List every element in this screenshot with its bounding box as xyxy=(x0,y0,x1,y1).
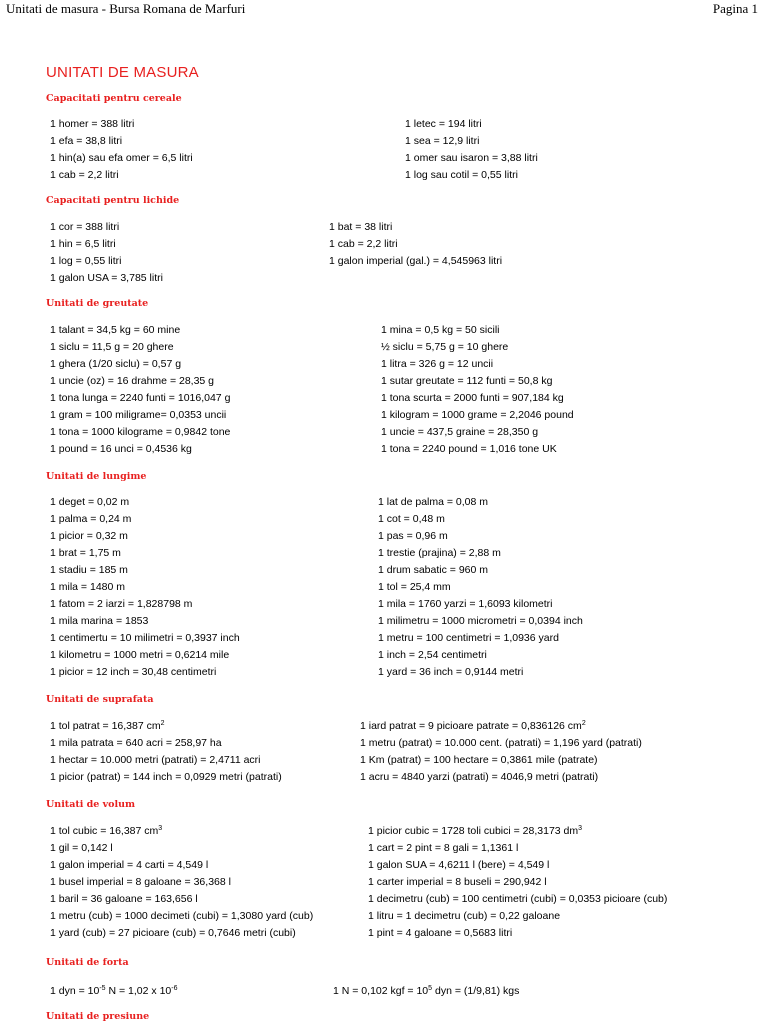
page-title: UNITATI DE MASURA xyxy=(46,64,199,81)
conversion-line: 1 hin = 6,5 litri xyxy=(50,238,116,250)
conversion-line: 1 cab = 2,2 litri xyxy=(329,238,398,250)
conversion-line: 1 mila = 1480 m xyxy=(50,581,125,593)
conversion-line: 1 yard = 36 inch = 0,9144 metri xyxy=(378,666,524,678)
conversion-line: 1 tona scurta = 2000 funti = 907,184 kg xyxy=(381,392,564,404)
conversion-line: 1 mila patrata = 640 acri = 258,97 ha xyxy=(50,737,222,749)
section-title-capacitati-pentru-cereale: Capacitati pentru cereale xyxy=(46,93,182,104)
conversion-line: 1 litru = 1 decimetru (cub) = 0,22 galoane xyxy=(368,910,561,922)
conversion-line: 1 cot = 0,48 m xyxy=(378,513,445,525)
conversion-line: 1 busel imperial = 8 galoane = 36,368 l xyxy=(50,876,231,888)
section-title-unitati-de-greutate: Unitati de greutate xyxy=(46,298,149,309)
capacitati-pentru-cereale-right-column xyxy=(405,116,538,184)
conversion-line xyxy=(360,718,642,735)
conversion-line: 1 letec = 194 litri xyxy=(405,118,482,130)
conversion-line: 1 cart = 2 pint = 8 gali = 1,1361 l xyxy=(368,842,519,854)
conversion-line: 1 inch = 2,54 centimetri xyxy=(378,649,487,661)
conversion-line: 1 ghera (1/20 siclu) = 0,57 g xyxy=(50,358,182,370)
unitati-de-greutate-right-column xyxy=(381,322,574,458)
conversion-line: 1 deget = 0,02 m xyxy=(50,496,130,508)
line-text-part: 1 picior cubic = 1728 toli cubici = 28,3173 dm xyxy=(368,825,579,837)
page-header xyxy=(0,0,768,22)
conversion-line: 1 milimetru = 1000 micrometri = 0,0394 inch xyxy=(378,615,583,627)
conversion-line: 1 mila = 1760 yarzi = 1,6093 kilometri xyxy=(378,598,553,610)
unitati-de-suprafata-right-column xyxy=(360,718,642,786)
conversion-line: 1 sutar greutate = 112 funti = 50,8 kg xyxy=(381,375,553,387)
conversion-line: 1 picior (patrat) = 144 inch = 0,0929 metri (patrati) xyxy=(50,771,282,783)
unitati-de-forta-right-column xyxy=(333,983,519,1000)
conversion-line: 1 trestie (prajina) = 2,88 m xyxy=(378,547,501,559)
capacitati-pentru-lichide-right-column xyxy=(329,219,502,270)
conversion-line xyxy=(50,718,282,735)
superscript: 2 xyxy=(581,720,586,727)
conversion-line xyxy=(368,823,667,840)
unitati-de-suprafata-left-column xyxy=(50,718,282,786)
conversion-line: 1 picior = 0,32 m xyxy=(50,530,128,542)
conversion-line: 1 yard (cub) = 27 picioare (cub) = 0,7646 metri (cubi) xyxy=(50,927,296,939)
conversion-line: 1 hin(a) sau efa omer = 6,5 litri xyxy=(50,152,193,164)
conversion-line: 1 bat = 38 litri xyxy=(329,221,393,233)
conversion-line: 1 pint = 4 galoane = 0,5683 litri xyxy=(368,927,513,939)
conversion-line: 1 tona = 1000 kilograme = 0,9842 tone xyxy=(50,426,231,438)
conversion-line: 1 metru (cub) = 1000 decimeti (cubi) = 1,3080 yard (cub) xyxy=(50,910,314,922)
unitati-de-lungime-left-column xyxy=(50,494,240,681)
capacitati-pentru-cereale-left-column xyxy=(50,116,193,184)
superscript: -6 xyxy=(171,985,178,992)
line-text-part: 1 iard patrat = 9 picioare patrate = 0,836126 cm xyxy=(360,720,582,732)
conversion-line: 1 lat de palma = 0,08 m xyxy=(378,496,489,508)
conversion-line: 1 talant = 34,5 kg = 60 mine xyxy=(50,324,181,336)
conversion-line: ½ siclu = 5,75 g = 10 ghere xyxy=(381,341,509,353)
unitati-de-forta-left-column xyxy=(50,983,177,1000)
line-text-part: N = 1,02 x 10 xyxy=(105,985,172,997)
line-text-part: dyn = (1/9,81) kgs xyxy=(432,985,520,997)
line-text-part: 1 N = 0,102 kgf = 10 xyxy=(333,985,429,997)
conversion-line: 1 kilogram = 1000 grame = 2,2046 pound xyxy=(381,409,574,421)
conversion-line: 1 tona lunga = 2240 funti = 1016,047 g xyxy=(50,392,231,404)
conversion-line: 1 acru = 4840 yarzi (patrati) = 4046,9 metri (patrati) xyxy=(360,771,599,783)
conversion-line: 1 homer = 388 litri xyxy=(50,118,135,130)
conversion-line: 1 omer sau isaron = 3,88 litri xyxy=(405,152,538,164)
conversion-line xyxy=(333,983,519,1000)
conversion-line: 1 pas = 0,96 m xyxy=(378,530,448,542)
header-page-number: Pagina 1 xyxy=(712,1,758,16)
superscript: 3 xyxy=(158,825,163,832)
conversion-line: 1 tol = 25,4 mm xyxy=(378,581,451,593)
conversion-line: 1 baril = 36 galoane = 163,656 l xyxy=(50,893,198,905)
conversion-line: 1 log sau cotil = 0,55 litri xyxy=(405,169,518,181)
conversion-line: 1 cab = 2,2 litri xyxy=(50,169,119,181)
header-document-title: Unitati de masura - Bursa Romana de Marfuri xyxy=(6,1,246,16)
section-title-unitati-de-presiune: Unitati de presiune xyxy=(46,1011,150,1022)
section-title-capacitati-pentru-lichide: Capacitati pentru lichide xyxy=(46,195,180,206)
conversion-line: 1 galon USA = 3,785 litri xyxy=(50,272,163,284)
conversion-line: 1 mila marina = 1853 xyxy=(50,615,149,627)
conversion-line: 1 galon SUA = 4,6211 l (bere) = 4,549 l xyxy=(368,859,550,871)
section-title-unitati-de-volum: Unitati de volum xyxy=(46,799,136,810)
conversion-line: 1 pound = 16 unci = 0,4536 kg xyxy=(50,443,192,455)
conversion-line: 1 kilometru = 1000 metri = 0,6214 mile xyxy=(50,649,230,661)
conversion-line xyxy=(50,983,177,1000)
superscript: -5 xyxy=(99,985,106,992)
unitati-de-volum-left-column xyxy=(50,823,313,942)
conversion-line: 1 efa = 38,8 litri xyxy=(50,135,123,147)
capacitati-pentru-lichide-left-column xyxy=(50,219,163,287)
superscript: 2 xyxy=(160,720,165,727)
section-title-unitati-de-lungime: Unitati de lungime xyxy=(46,471,147,482)
conversion-line: 1 fatom = 2 iarzi = 1,828798 m xyxy=(50,598,193,610)
unitati-de-lungime-right-column xyxy=(378,494,583,681)
conversion-line: 1 brat = 1,75 m xyxy=(50,547,121,559)
conversion-line: 1 log = 0,55 litri xyxy=(50,255,122,267)
line-text-part: 1 tol cubic = 16,387 cm xyxy=(50,825,159,837)
conversion-line: 1 metru = 100 centimetri = 1,0936 yard xyxy=(378,632,559,644)
section-title-unitati-de-forta: Unitati de forta xyxy=(46,957,129,968)
unitati-de-volum-right-column xyxy=(368,823,667,942)
conversion-line: 1 picior = 12 inch = 30,48 centimetri xyxy=(50,666,217,678)
conversion-line xyxy=(50,823,313,840)
section-title-unitati-de-suprafata: Unitati de suprafata xyxy=(46,694,154,705)
line-text-part: 1 dyn = 10 xyxy=(50,985,100,997)
conversion-line: 1 carter imperial = 8 buseli = 290,942 l xyxy=(368,876,547,888)
conversion-line: 1 gil = 0,142 l xyxy=(50,842,113,854)
unitati-de-greutate-left-column xyxy=(50,322,230,458)
conversion-line: 1 Km (patrat) = 100 hectare = 0,3861 mile (patrate) xyxy=(360,754,598,766)
conversion-line: 1 tona = 2240 pound = 1,016 tone UK xyxy=(381,443,557,455)
conversion-line: 1 litra = 326 g = 12 uncii xyxy=(381,358,494,370)
conversion-line: 1 mina = 0,5 kg = 50 sicili xyxy=(381,324,500,336)
line-text-part: 1 tol patrat = 16,387 cm xyxy=(50,720,161,732)
conversion-line: 1 cor = 388 litri xyxy=(50,221,120,233)
conversion-line: 1 stadiu = 185 m xyxy=(50,564,128,576)
conversion-line: 1 uncie (oz) = 16 drahme = 28,35 g xyxy=(50,375,215,387)
conversion-line: 1 decimetru (cub) = 100 centimetri (cubi) = 0,0353 picioare (cub) xyxy=(368,893,668,905)
conversion-line: 1 siclu = 11,5 g = 20 ghere xyxy=(50,341,174,353)
superscript: 3 xyxy=(578,825,583,832)
conversion-line: 1 palma = 0,24 m xyxy=(50,513,132,525)
conversion-line: 1 hectar = 10.000 metri (patrati) = 2,4711 acri xyxy=(50,754,261,766)
conversion-line: 1 galon imperial = 4 carti = 4,549 l xyxy=(50,859,209,871)
conversion-line: 1 drum sabatic = 960 m xyxy=(378,564,489,576)
conversion-line: 1 sea = 12,9 litri xyxy=(405,135,480,147)
conversion-line: 1 centimertu = 10 milimetri = 0,3937 inch xyxy=(50,632,240,644)
conversion-line: 1 galon imperial (gal.) = 4,545963 litri xyxy=(329,255,503,267)
conversion-line: 1 gram = 100 miligrame= 0,0353 uncii xyxy=(50,409,227,421)
superscript: 5 xyxy=(428,985,433,992)
conversion-line: 1 metru (patrat) = 10.000 cent. (patrati) = 1,196 yard (patrati) xyxy=(360,737,642,749)
conversion-line: 1 uncie = 437,5 graine = 28,350 g xyxy=(381,426,539,438)
